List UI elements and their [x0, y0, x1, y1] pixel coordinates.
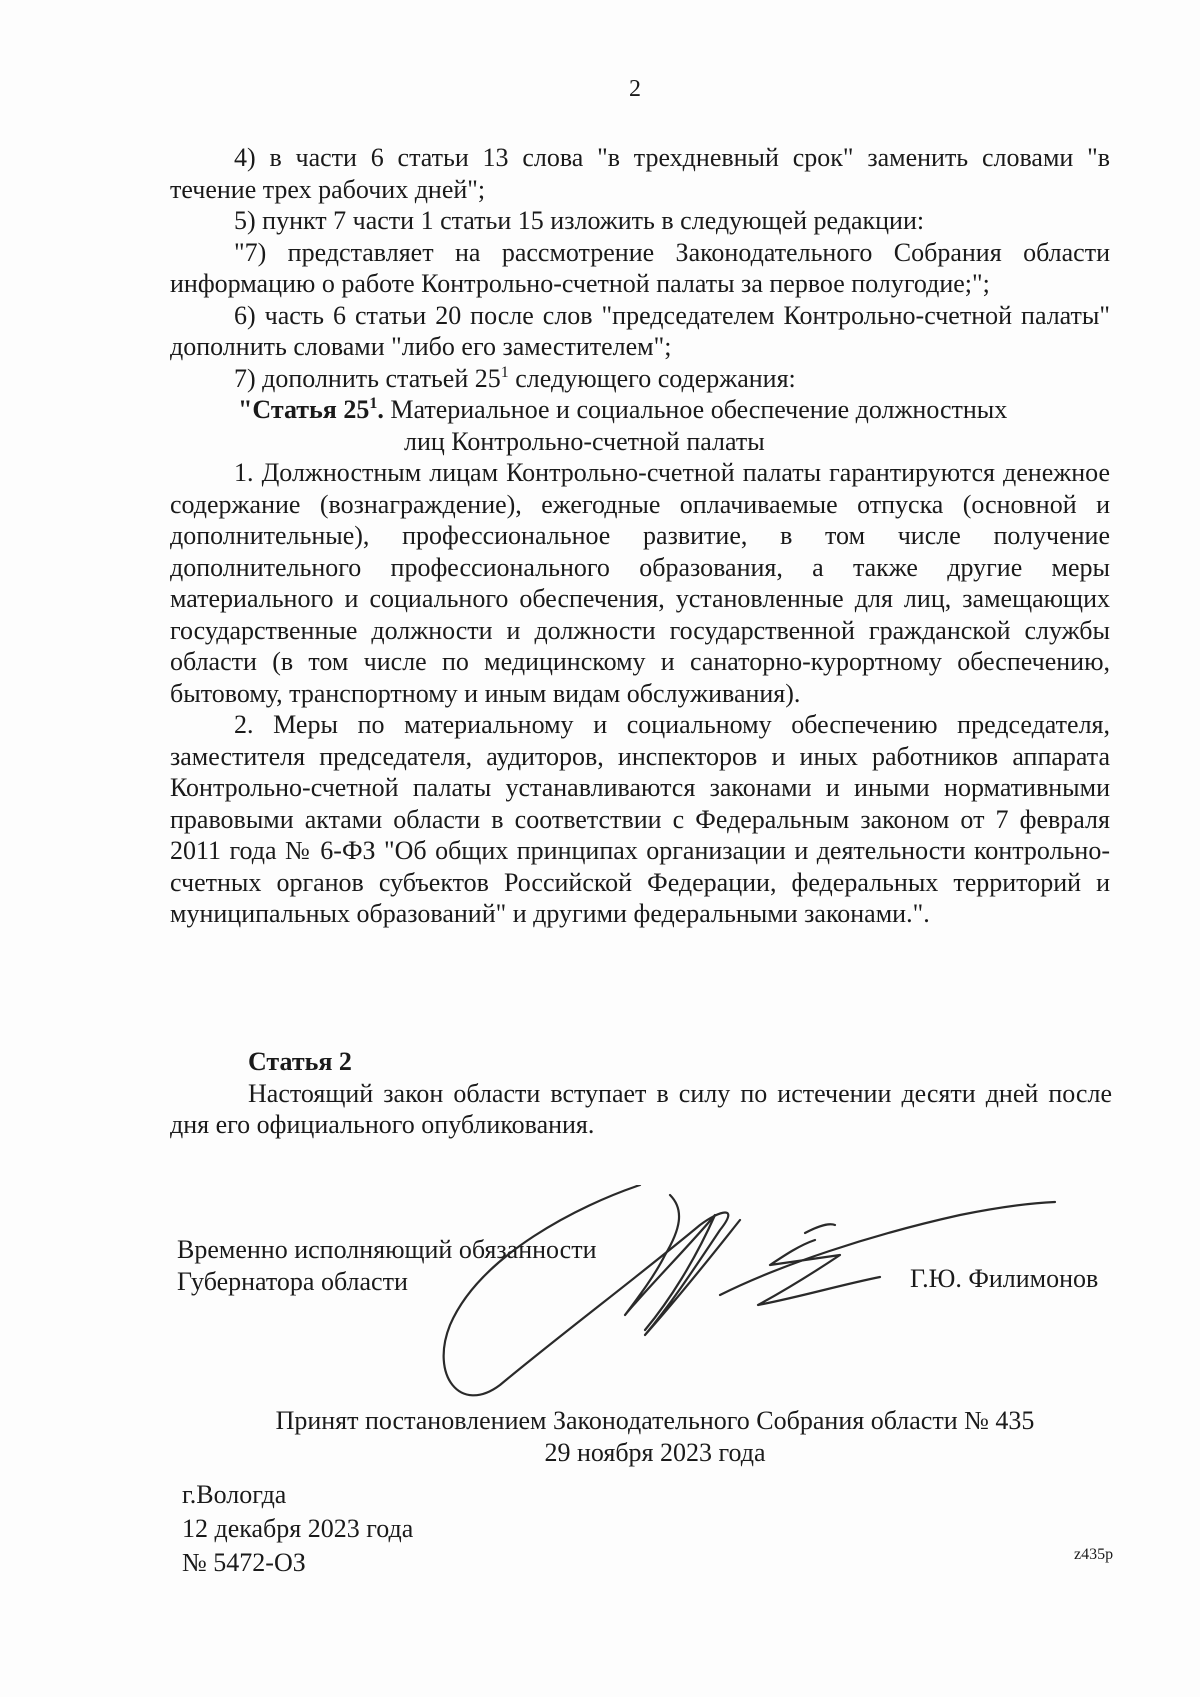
new-article-label: [238, 395, 384, 424]
new-article-title-second: лиц Контрольно-счетной палаты: [404, 426, 765, 456]
article-2-heading: Статья 2: [248, 1047, 352, 1076]
adoption-line-2: 29 ноября 2023 года: [544, 1437, 766, 1467]
new-article-label-text: "Статья 25: [238, 395, 370, 424]
article-2: [170, 1046, 1112, 1141]
item-6: 6) часть 6 статьи 20 после слов "председателем Контрольно-счетной палаты" дополнить словами "либо его заместителем";: [170, 300, 1110, 361]
item-7-prefix: 7) дополнить статьей 25: [234, 363, 501, 393]
item-7-suffix: следующего содержания:: [508, 363, 796, 393]
new-article-label-superscript: 1: [369, 395, 378, 412]
page-number: 2: [629, 76, 641, 102]
item-5-quote: "7) представляет на рассмотрение Законодательного Собрания области информацию о работе Контрольно-счетной палаты за первое полугодие;";: [170, 237, 1110, 298]
new-article-title-first: Материальное и социальное обеспечение должностных: [383, 395, 1008, 424]
adoption-note: [0, 1405, 1200, 1468]
item-4: 4) в части 6 статьи 13 слова "в трехдневный срок" заменить словами "в течение трех рабочих дней";: [170, 143, 1110, 204]
adoption-line-1: Принят постановлением Законодательного Собрания области № 435: [275, 1406, 1035, 1435]
new-article-para-1: 1. Должностным лицам Контрольно-счетной палаты гарантируются денежное содержание (вознаграждение), ежегодные оплачиваемые отпуска (основной и дополнительные), профессиональное развитие, в том числе получение дополнительного профессионального образования, а также другие меры материального и социального обеспечения, установленные для лиц, замещающих государственные должности и должности государственной гражданской службы области (в том числе по медицинскому и санаторно-курортному обеспечению, бытовому, транспортному и иным видам обслуживания).: [170, 458, 1110, 708]
signatory-position-line-2: Губернатора области: [177, 1266, 408, 1296]
new-article-heading: [170, 394, 1110, 457]
law-date: 12 декабря 2023 года: [182, 1514, 414, 1543]
item-7-superscript: 1: [500, 363, 509, 381]
signatory-position-line-1: Временно исполняющий обязанности: [177, 1235, 597, 1264]
new-article-para-2: 2. Меры по материальному и социальному обеспечению председателя, заместителя председателя, аудиторов, инспекторов и иных работников аппарата Контрольно-счетной палаты устанавливаются законами и иными нормативными правовыми актами области в соответствии с Федеральным законом от 7 февраля 2011 года № 6-ФЗ "Об общих принципах организации и деятельности контрольно-счетных органов субъектов Российской Федерации, федеральных территорий и муниципальных образований" и другими федеральными законами.".: [170, 710, 1110, 928]
signatory-name: Г.Ю. Филимонов: [910, 1264, 1099, 1293]
amendments-text: [170, 142, 1110, 930]
article-2-text: Настоящий закон области вступает в силу по истечении десяти дней после дня его официального опубликования.: [170, 1078, 1112, 1139]
new-article-label-dot: .: [377, 395, 384, 424]
item-5: 5) пункт 7 части 1 статьи 15 изложить в следующей редакции:: [234, 206, 925, 235]
city: г.Вологда: [182, 1480, 287, 1509]
item-7: [170, 363, 1110, 395]
document-code: z435p: [1074, 1546, 1114, 1563]
place-and-date: [182, 1478, 413, 1580]
law-number: № 5472-ОЗ: [182, 1548, 306, 1577]
